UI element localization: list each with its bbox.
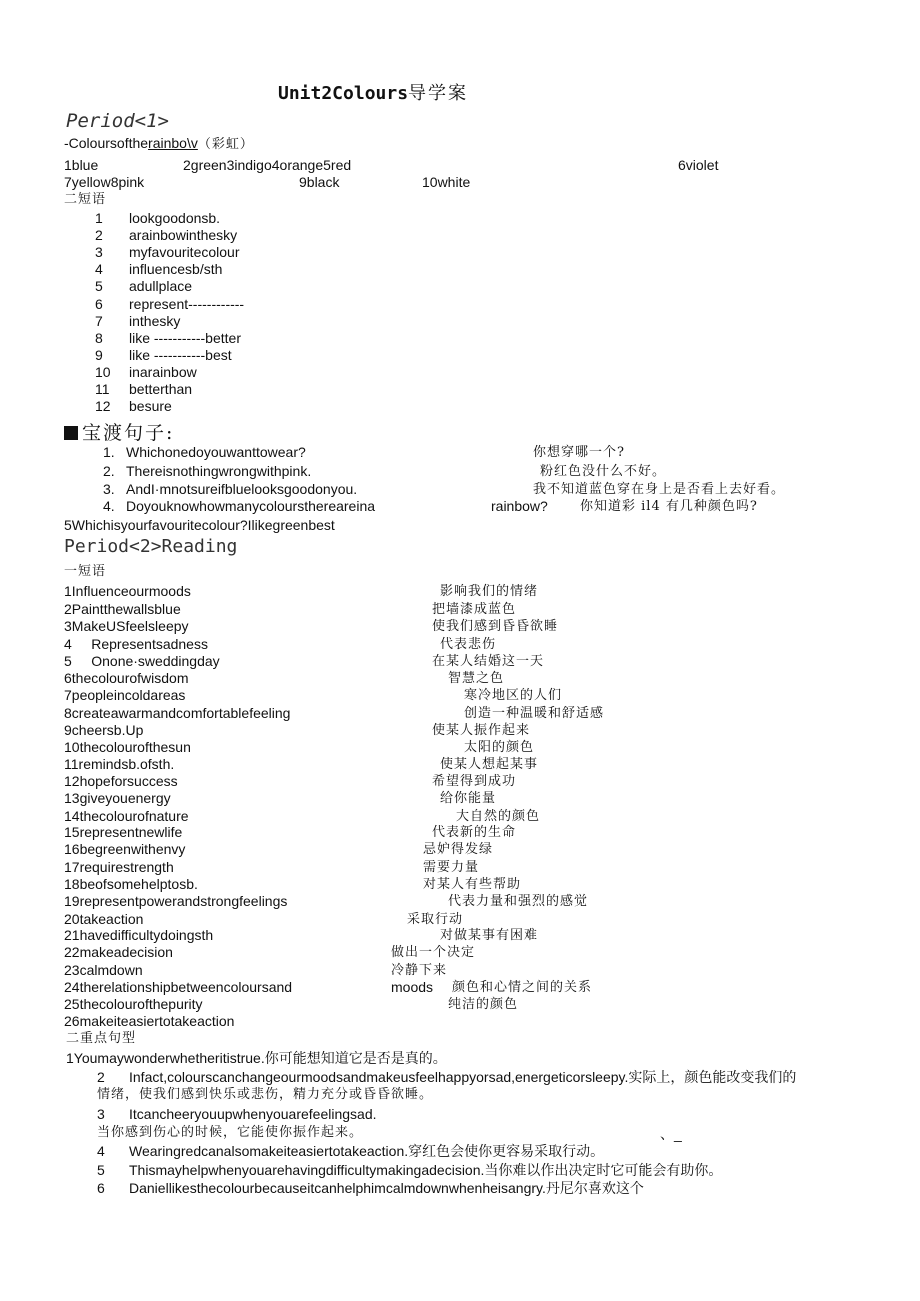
reading-phrase-cn: 对某人有些帮助: [423, 877, 522, 892]
pattern-num: 6: [97, 1180, 105, 1196]
reading-phrase-en: 1Influenceourmoods: [64, 583, 191, 599]
reading-phrase-en: 17requirestrength: [64, 859, 174, 875]
square-bullet-icon: [64, 426, 78, 440]
reading-phrase-cn: 代表力量和强烈的感觉: [448, 894, 589, 909]
phrase-text: adullplace: [129, 278, 193, 294]
phrase-text: arainbowinthesky: [129, 227, 238, 243]
reading-phrase-en: 14thecolourofnature: [64, 808, 189, 824]
phrase-num: 2: [95, 227, 103, 243]
reading-phrase-mid: moods: [391, 979, 434, 995]
reading-phrase-en: 11remindsb.ofsth.: [64, 756, 175, 772]
reading-phrase-cn: 希望得到成功: [432, 774, 517, 789]
reading-phrase-en: 7peopleincoldareas: [64, 687, 186, 703]
sentence-num: 1.: [103, 444, 115, 460]
phrases-heading-2: 一短语: [64, 564, 107, 579]
pattern-3-line2: 当你感到伤心的时候，它能使你振作起来。: [97, 1125, 364, 1140]
sentence-en: AndI·mnotsureifbluelooksgoodonyou.: [126, 481, 358, 497]
sentence-en: Thereisnothingwrongwithpink.: [126, 463, 312, 479]
sentence-mid: rainbow?: [491, 498, 548, 514]
rainbow-suffix: （彩虹）: [197, 137, 254, 152]
pattern-5: Thismayhelpwhenyouarehavingdifficultymakingadecision.当你难以作出决定时它可能会有助你。: [129, 1162, 723, 1178]
phrase-text: inthesky: [129, 313, 181, 329]
reading-phrase-en: 23calmdown: [64, 962, 143, 978]
phrase-num: 11: [95, 381, 110, 397]
rainbow-prefix: -Coloursofthe: [64, 135, 149, 151]
phrase-num: 4: [95, 261, 103, 277]
phrase-num: 3: [95, 244, 103, 260]
sentence-cn: 你知道彩 il4 有几种颜色吗?: [580, 499, 758, 514]
reading-phrase-en: 19representpowerandstrongfeelings: [64, 893, 288, 909]
sentence-cn: 我不知道蓝色穿在身上是否看上去好看。: [533, 482, 786, 497]
phrase-text: represent------------: [129, 296, 245, 312]
phrase-num: 12: [95, 398, 111, 414]
pattern-num: 4: [97, 1143, 105, 1159]
reading-phrase-en: 13giveyouenergy: [64, 790, 171, 806]
title-cn: 导学案: [408, 83, 469, 104]
reading-phrase-en: 21havedifficultydoingsth: [64, 927, 214, 943]
colours-row2-b: 9black: [299, 174, 340, 190]
reading-phrase-en: 22makeadecision: [64, 944, 173, 960]
phrase-num: 7: [95, 313, 103, 329]
phrase-num: 9: [95, 347, 103, 363]
reading-phrase-en: 25thecolourofthepurity: [64, 996, 203, 1012]
reading-phrase-cn: 影响我们的情绪: [440, 584, 539, 599]
reading-phrase-en: 3MakeUSfeelsleepy: [64, 618, 189, 634]
pattern-num: 5: [97, 1162, 105, 1178]
reading-phrase-en: 20takeaction: [64, 911, 144, 927]
reading-phrase-cn: 太阳的颜色: [464, 740, 535, 755]
reading-phrase-en: 4 Representsadness: [64, 636, 208, 652]
colours-row1-a: 1blue: [64, 157, 99, 173]
reading-phrase-en: 10thecolourofthesun: [64, 739, 191, 755]
phrase-text: inarainbow: [129, 364, 197, 380]
sentence-cn: 粉红色没什么不好。: [540, 464, 667, 479]
pattern-3-line1: Itcancheeryouupwhenyouarefeelingsad.: [129, 1106, 377, 1122]
period1-heading: Period<1>: [66, 110, 169, 132]
colours-row2-c: 10white: [422, 174, 471, 190]
rainbow-line: [64, 135, 254, 153]
reading-phrase-en: 26makeiteasiertotakeaction: [64, 1013, 235, 1029]
sentence-cn: 你想穿哪一个?: [533, 445, 625, 460]
reading-phrase-en: 9cheersb.Up: [64, 722, 144, 738]
phrase-text: influencesb/sth: [129, 261, 223, 277]
sentence-en: Doyouknowhowmanycoloursthereareina: [126, 498, 376, 514]
reading-phrase-cn: 对做某事有困难: [440, 928, 539, 943]
colours-row1-b: 2green3indigo4orange5red: [183, 157, 352, 173]
phrase-num: 1: [95, 210, 103, 226]
reading-phrase-cn: 忌妒得发绿: [423, 842, 494, 857]
pattern-num: 2: [97, 1069, 105, 1085]
reading-phrase-cn: 使某人振作起来: [432, 723, 531, 738]
pattern-1: 1Youmaywonderwhetheritistrue.你可能想知道它是否是真的。: [66, 1050, 447, 1066]
pattern-6: Daniellikesthecolourbecauseitcanhelphimcalmdownwhenheisangry.丹尼尔喜欢这个: [129, 1180, 644, 1196]
reading-phrase-cn: 把墙漆成蓝色: [432, 602, 517, 617]
reading-phrase-cn: 智慧之色: [448, 671, 505, 686]
reading-phrase-cn: 创造一种温暖和舒适感: [464, 706, 605, 721]
phrase-text: besure: [129, 398, 172, 414]
reading-phrase-en: 18beofsomehelptosb.: [64, 876, 198, 892]
phrase-text: like -----------best: [129, 347, 232, 363]
patterns-heading: 二重点句型: [66, 1031, 137, 1046]
reading-phrase-cn: 冷静下来: [391, 963, 448, 978]
reading-phrase-cn: 代表新的生命: [432, 825, 517, 840]
reading-phrase-cn: 给你能量: [440, 791, 497, 806]
reading-phrase-cn: 颜色和心情之间的关系: [452, 980, 593, 995]
colours-row1-c: 6violet: [678, 157, 719, 173]
reading-phrase-cn: 大自然的颜色: [456, 809, 541, 824]
title-en: Unit2Colours: [278, 83, 409, 104]
reading-phrase-cn: 使某人想起某事: [440, 757, 539, 772]
phrase-num: 5: [95, 278, 103, 294]
phrase-text: myfavouritecolour: [129, 244, 240, 260]
reading-phrase-en: 2Paintthewallsblue: [64, 601, 181, 617]
phrase-text: betterthan: [129, 381, 193, 397]
reading-phrase-cn: 代表悲伤: [440, 637, 497, 652]
reading-phrase-cn: 需要力量: [423, 860, 480, 875]
phrase-num: 10: [95, 364, 111, 380]
pattern-3-mark: 、_: [660, 1126, 682, 1142]
phrase-num: 8: [95, 330, 103, 346]
reading-phrase-cn: 使我们感到昏昏欲睡: [432, 619, 559, 634]
pattern-2-line1: Infact,colourscanchangeourmoodsandmakeusfeelhappyorsad,energeticorsleepy.实际上，颜色能改变我们的: [129, 1069, 797, 1085]
reading-phrase-en: 6thecolourofwisdom: [64, 670, 189, 686]
sentence-5: 5Whichisyourfavouritecolour?Ilikegreenbest: [64, 517, 335, 533]
sentence-en: Whichonedoyouwanttowear?: [126, 444, 306, 460]
reading-phrase-en: 24therelationshipbetweencoloursand: [64, 979, 293, 995]
reading-phrase-en: 16begreenwithenvy: [64, 841, 186, 857]
reading-phrase-cn: 纯洁的颜色: [448, 997, 519, 1012]
rainbow-underlined: rainbo\v: [148, 135, 198, 151]
sentence-num: 2.: [103, 463, 115, 479]
phrases-heading-1: 二短语: [64, 192, 107, 207]
pattern-2-line2: 情绪，使我们感到快乐或悲伤，精力充分或昏昏欲睡。: [97, 1087, 434, 1102]
reading-phrase-cn: 做出一个决定: [391, 945, 476, 960]
reading-phrase-cn: 寒冷地区的人们: [464, 688, 563, 703]
sentence-num: 3.: [103, 481, 115, 497]
period2-heading: Period<2>Reading: [64, 536, 238, 557]
phrase-num: 6: [95, 296, 103, 312]
reading-phrase-cn: 在某人结婚这一天: [432, 654, 545, 669]
reading-phrase-en: 8createawarmandcomfortablefeeling: [64, 705, 291, 721]
pattern-num: 3: [97, 1106, 105, 1122]
phrase-text: lookgoodonsb.: [129, 210, 221, 226]
phrase-text: like -----------better: [129, 330, 241, 346]
colours-row2-a: 7yellow8pink: [64, 174, 145, 190]
pattern-4: Wearingredcanalsomakeiteasiertotakeaction.穿红色会使你更容易采取行动。: [129, 1143, 605, 1159]
reading-phrase-cn: 采取行动: [407, 912, 464, 927]
reading-phrase-en: 15representnewlife: [64, 824, 183, 840]
reading-phrase-en: 12hopeforsuccess: [64, 773, 178, 789]
sentences-heading-text: 宝渡句子:: [82, 422, 175, 444]
reading-phrase-en: 5 Onone·sweddingday: [64, 653, 220, 669]
sentence-num: 4.: [103, 498, 115, 514]
sentences-heading: [64, 418, 174, 445]
page-title: [278, 79, 468, 105]
